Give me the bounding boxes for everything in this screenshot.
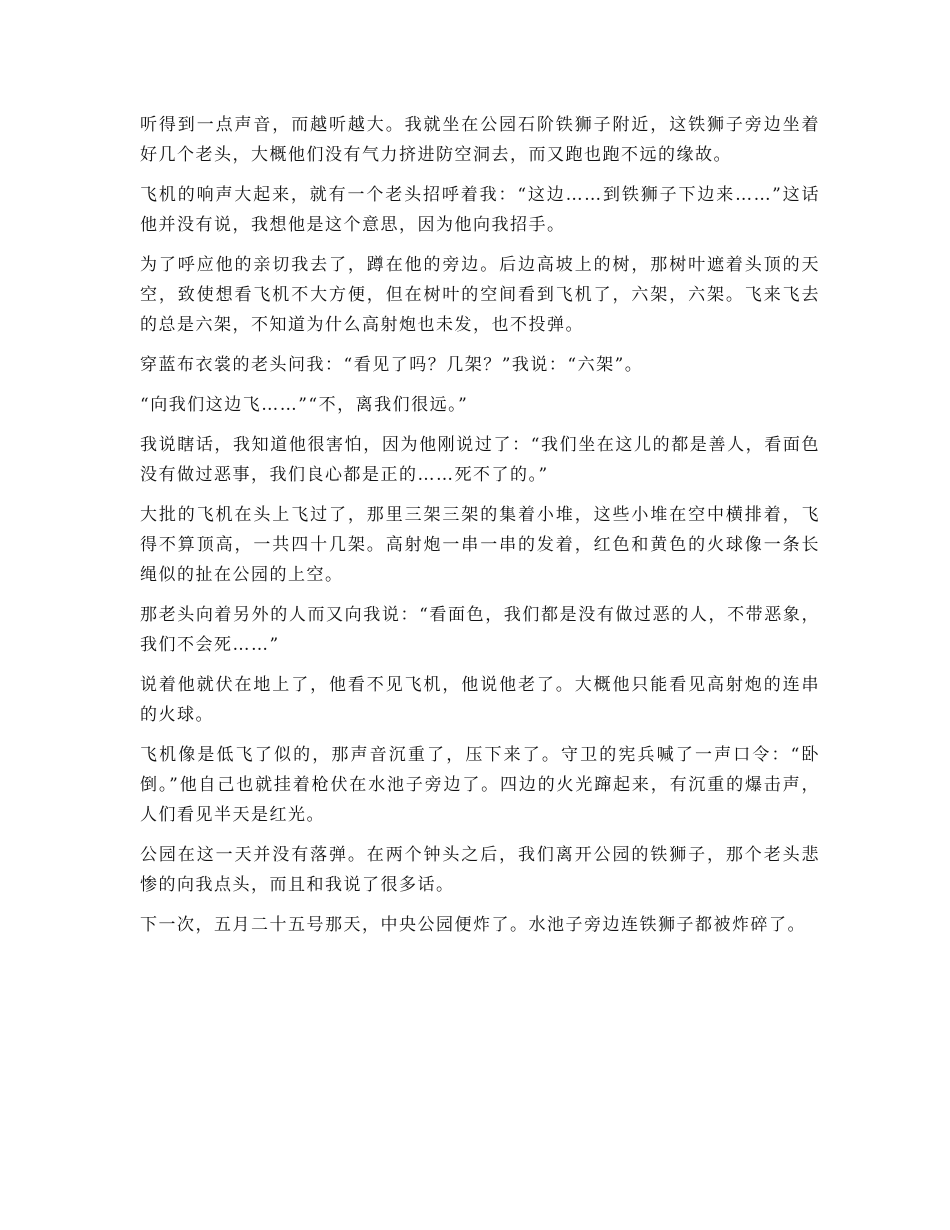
paragraph-2: 飞机的响声大起来，就有一个老头招呼着我：“这边……到铁狮子下边来……”这话他并没有说，我想他是这个意思，因为他向我招手。 xyxy=(140,185,820,235)
document-page xyxy=(140,110,820,940)
paragraph-3: 为了呼应他的亲切我去了，蹲在他的旁边。后边高坡上的树，那树叶遮着头顶的天空，致使想看飞机不大方便，但在树叶的空间看到飞机了，六架，六架。飞来飞去的总是六架，不知道为什么高射炮也未发，也不投弹。 xyxy=(140,255,820,335)
paragraph-5: “向我们这边飞……”“不，离我们很远。” xyxy=(140,395,469,415)
paragraph-8: 那老头向着另外的人而又向我说：“看面色，我们都是没有做过恶的人，不带恶象，我们不会死……” xyxy=(140,605,820,655)
paragraph-6: 我说瞎话，我知道他很害怕，因为他刚说过了：“我们坐在这儿的都是善人，看面色没有做过恶事，我们良心都是正的……死不了的。” xyxy=(140,435,820,485)
paragraph-1: 听得到一点声音，而越听越大。我就坐在公园石阶铁狮子附近，这铁狮子旁边坐着好几个老头，大概他们没有气力挤进防空洞去，而又跑也跑不远的缘故。 xyxy=(140,115,820,165)
paragraph-9: 说着他就伏在地上了，他看不见飞机，他说他老了。大概他只能看见高射炮的连串的火球。 xyxy=(140,675,820,725)
paragraph-7: 大批的飞机在头上飞过了，那里三架三架的集着小堆，这些小堆在空中横排着，飞得不算顶高，一共四十几架。高射炮一串一串的发着，红色和黄色的火球像一条长绳似的扯在公园的上空。 xyxy=(140,505,820,585)
paragraph-10: 飞机像是低飞了似的，那声音沉重了，压下来了。守卫的宪兵喊了一声口令：“卧倒。”他自己也就挂着枪伏在水池子旁边了。四边的火光蹿起来，有沉重的爆击声，人们看见半天是红光。 xyxy=(140,745,820,825)
paragraph-4: 穿蓝布衣裳的老头问我：“看见了吗？几架？”我说：“六架”。 xyxy=(140,355,644,375)
paragraph-12: 下一次，五月二十五号那天，中央公园便炸了。水池子旁边连铁狮子都被炸碎了。 xyxy=(140,915,806,935)
paragraph-11: 公园在这一天并没有落弹。在两个钟头之后，我们离开公园的铁狮子，那个老头悲惨的向我点头，而且和我说了很多话。 xyxy=(140,845,820,895)
